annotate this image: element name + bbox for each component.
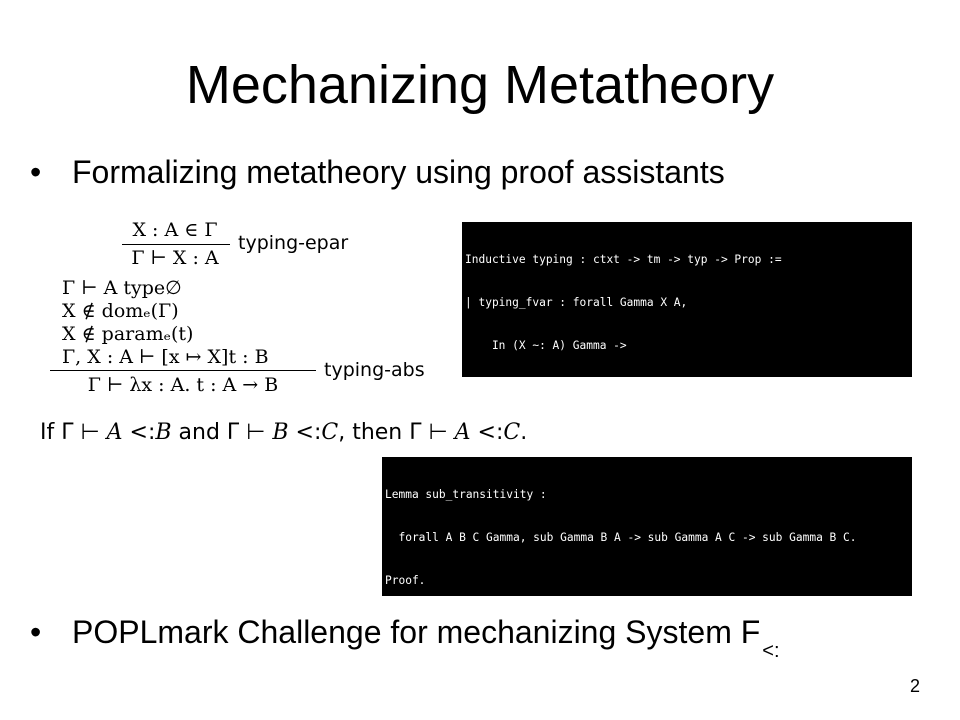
- abs-rule-name: typing-abs: [324, 359, 425, 381]
- abs-conclusion: Γ ⊢ λx : A. t : A → B: [87, 374, 279, 396]
- epar-conclusion: Γ ⊢ X : A: [131, 247, 219, 269]
- slide-title: Mechanizing Metatheory: [185, 55, 775, 115]
- abs-premise: X ∉ paramₑ(t): [62, 323, 194, 345]
- code-line: Proof.: [385, 573, 426, 587]
- code-line: Inductive typing : ctxt -> tm -> typ -> Prop :=: [465, 253, 782, 267]
- bullet-marker: •: [30, 614, 42, 650]
- bullet-marker: •: [30, 154, 42, 190]
- code-line: forall A B C Gamma, sub Gamma B A -> sub Gamma A C -> sub Gamma B C.: [385, 531, 857, 545]
- epar-premise: X : A ∈ Γ: [132, 219, 218, 241]
- coq-inductive-typing-code: [462, 222, 912, 377]
- bullet-text: POPLmark Challenge for mechanizing System $F_{<:}$: [72, 614, 780, 662]
- code-line: Lemma sub_transitivity :: [385, 488, 547, 502]
- abs-premise: X ∉ domₑ(Γ): [62, 300, 179, 322]
- abs-inference-line: [50, 370, 316, 371]
- code-line: | typing_fvar : forall Gamma X A,: [465, 296, 688, 310]
- page-number: 2: [909, 676, 920, 696]
- epar-rule-name: typing-epar: [238, 232, 349, 254]
- abs-premise: Γ ⊢ A type∅: [62, 277, 182, 299]
- epar-inference-line: [122, 244, 230, 245]
- code-line: In (X ~: A) Gamma ->: [465, 338, 627, 352]
- bullet-text: Formalizing metatheory using proof assistants: [72, 154, 725, 190]
- subscript: <:: [762, 640, 780, 662]
- abs-premise: Γ, X : A ⊢ [x ↦ X]t : B: [62, 346, 269, 368]
- transitivity-lemma-statement: If Γ ⊢ A <:B and Γ ⊢ B <:C, then Γ ⊢ A <:C.: [40, 420, 528, 445]
- coq-sub-transitivity-proof: [382, 457, 912, 596]
